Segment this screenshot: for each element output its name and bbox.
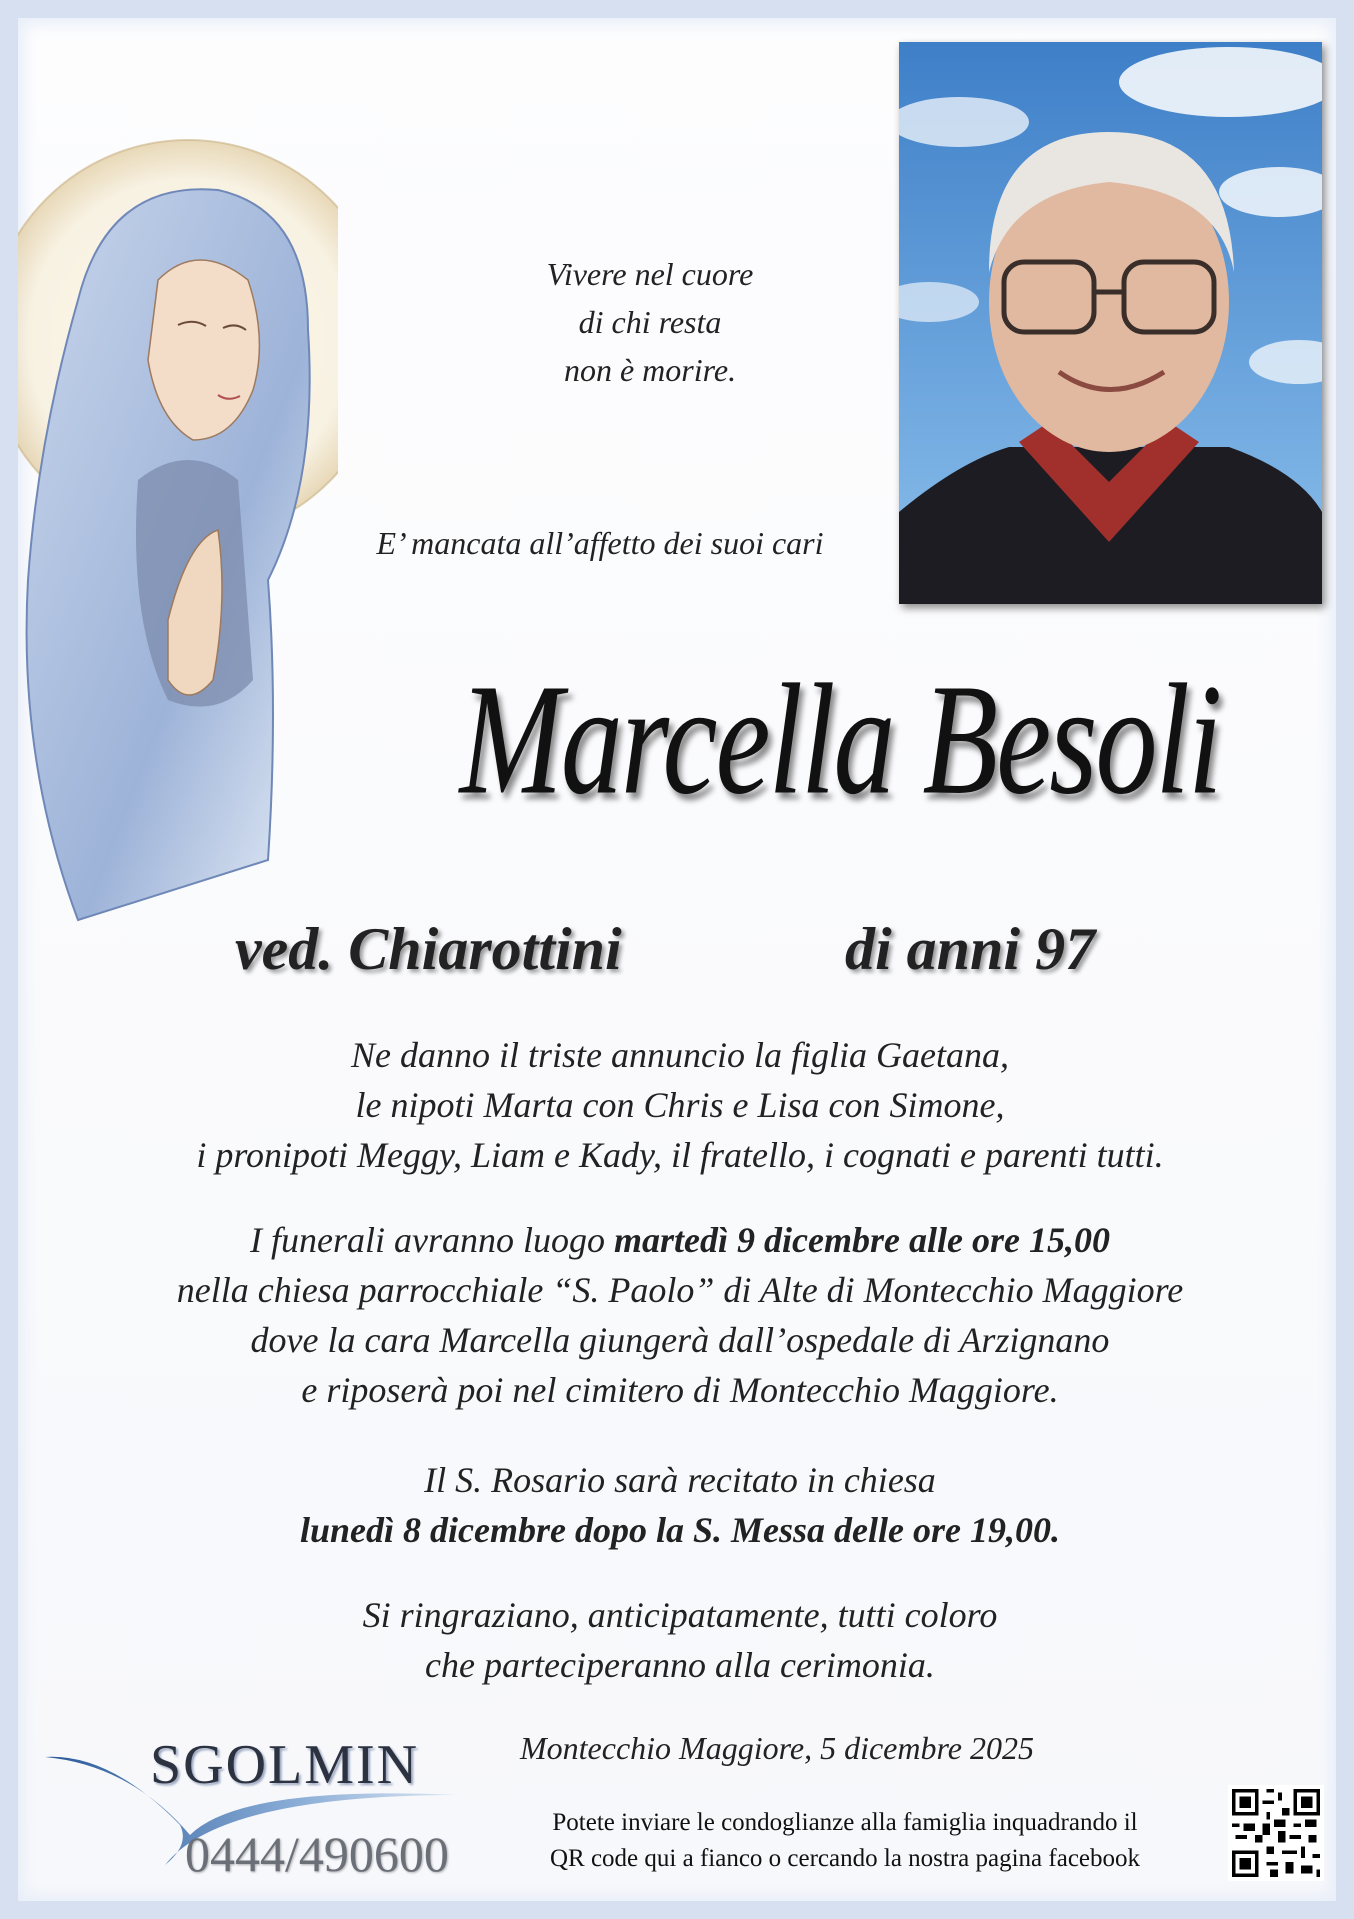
portrait-photo xyxy=(899,42,1322,604)
madonna-illustration xyxy=(18,60,338,940)
widow-of: ved. Chiarottini xyxy=(235,916,622,982)
agency-logo xyxy=(40,1725,480,1895)
thanks-line: che parteciperanno alla cerimonia. xyxy=(425,1645,935,1685)
condolence-note xyxy=(490,1805,1200,1877)
condolence-line: Potete inviare le condoglianze alla famiglia inquadrando il xyxy=(552,1809,1138,1836)
quote xyxy=(470,250,830,394)
quote-line: di chi resta xyxy=(578,304,722,340)
announcement xyxy=(80,1030,1280,1180)
funeral-line-1 xyxy=(80,1215,1280,1265)
thanks xyxy=(80,1590,1280,1690)
intro-text: E’ mancata all’affetto dei suoi cari xyxy=(376,525,824,561)
rosary-line-2 xyxy=(80,1505,1280,1555)
agency-name: SGOLMIN xyxy=(150,1734,420,1796)
funeral-line-3: dove la cara Marcella giungerà dall’ospedale di Arzignano xyxy=(250,1320,1110,1360)
announcement-line: le nipoti Marta con Chris e Lisa con Simone, xyxy=(355,1085,1005,1125)
funeral-date-time: martedì 9 dicembre alle ore 15,00 xyxy=(614,1220,1110,1260)
funeral-line-2: nella chiesa parrocchiale “S. Paolo” di Alte di Montecchio Maggiore xyxy=(176,1270,1184,1310)
thanks-line: Si ringraziano, anticipatamente, tutti coloro xyxy=(362,1595,998,1635)
qr-code-icon[interactable] xyxy=(1228,1785,1324,1881)
funeral-line-4: e riposerà poi nel cimitero di Montecchio Maggiore. xyxy=(301,1370,1059,1410)
funeral-prefix: I funerali avranno luogo xyxy=(250,1220,615,1260)
rosary-info xyxy=(80,1455,1280,1555)
dateline: Montecchio Maggiore, 5 dicembre 2025 xyxy=(520,1730,1034,1766)
rosary-date-time: lunedì 8 dicembre dopo la S. Messa delle ore 19,00. xyxy=(300,1510,1060,1550)
quote-line: Vivere nel cuore xyxy=(546,256,754,292)
deceased-name: Marcella Besoli xyxy=(459,651,1221,828)
condolence-line: QR code qui a fianco o cercando la nostra pagina facebook xyxy=(549,1845,1141,1872)
rosary-line-1: Il S. Rosario sarà recitato in chiesa xyxy=(424,1460,936,1500)
announcement-line: Ne danno il triste annuncio la figlia Gaetana, xyxy=(351,1035,1009,1075)
funeral-info xyxy=(80,1215,1280,1415)
announcement-line: i pronipoti Meggy, Liam e Kady, il fratello, i cognati e parenti tutti. xyxy=(196,1135,1164,1175)
quote-line: non è morire. xyxy=(563,352,737,388)
age: di anni 97 xyxy=(845,916,1096,982)
agency-phone: 0444/490600 xyxy=(185,1826,449,1882)
